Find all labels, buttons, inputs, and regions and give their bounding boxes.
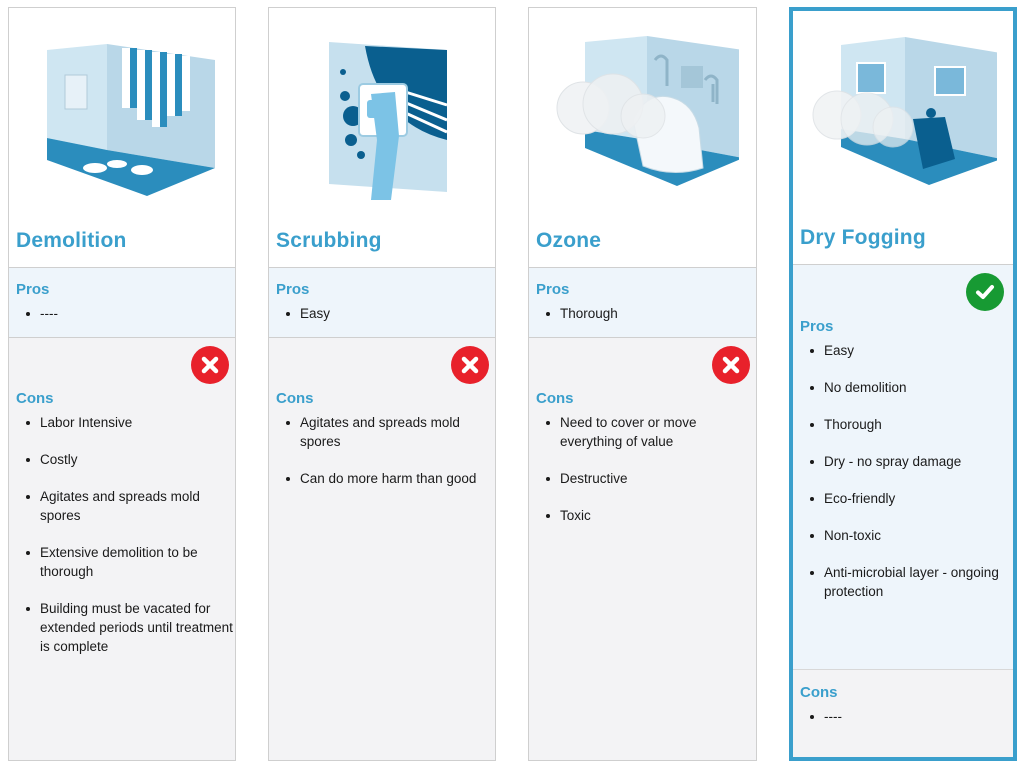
pros-label: Pros [276,281,310,298]
pros-list [276,304,495,323]
list-item: Destructive [560,469,756,488]
method-card-ozone [528,7,757,761]
list-item: Can do more harm than good [300,469,495,488]
cons-list [16,413,235,656]
cons-section [793,670,1013,757]
pros-section [793,265,1013,670]
cons-list [276,413,495,488]
ozone-room-illustration [547,20,739,210]
x-circle-icon [712,346,750,384]
pros-list [536,304,756,323]
cons-list [536,413,756,525]
list-item: Toxic [560,506,756,525]
list-item: Easy [300,304,495,323]
cons-list [800,707,1013,726]
pros-label: Pros [16,281,50,298]
pros-label: Pros [800,318,834,335]
list-item: Agitates and spreads mold spores [300,413,495,451]
cons-section [269,338,495,760]
list-item: Building must be vacated for extended periods until treatment is complete [40,599,235,656]
cons-label: Cons [16,390,54,407]
list-item: Agitates and spreads mold spores [40,487,235,525]
method-card-demolition [8,7,236,761]
list-item: Eco-friendly [824,489,1013,508]
list-item: Anti-microbial layer - ongoing protection [824,563,1013,601]
demolition-room-illustration [27,20,219,210]
card-title: Demolition [16,229,127,252]
card-header [793,11,1013,265]
pros-section [269,268,495,338]
list-item: Dry - no spray damage [824,452,1013,471]
checkmark-circle-icon [966,273,1004,311]
list-item: Extensive demolition to be thorough [40,543,235,581]
cons-label: Cons [800,684,838,701]
cons-section [529,338,756,760]
method-card-scrubbing [268,7,496,761]
pros-list [16,304,235,323]
card-title: Dry Fogging [800,226,926,249]
cons-label: Cons [276,390,314,407]
list-item: Need to cover or move everything of value [560,413,756,451]
x-circle-icon [191,346,229,384]
pros-label: Pros [536,281,570,298]
list-item: Labor Intensive [40,413,235,432]
card-title: Scrubbing [276,229,382,252]
pros-section [9,268,235,338]
dry-fogging-room-illustration [805,19,997,209]
list-item: Thorough [824,415,1013,434]
scrubbing-illustration [287,20,479,210]
method-card-dry-fogging [789,7,1017,761]
list-item: Thorough [560,304,756,323]
cons-label: Cons [536,390,574,407]
list-item: Non-toxic [824,526,1013,545]
list-item: ---- [40,304,235,323]
card-header [9,8,235,268]
list-item: Easy [824,341,1013,360]
card-header [269,8,495,268]
cons-section [9,338,235,760]
list-item: No demolition [824,378,1013,397]
x-circle-icon [451,346,489,384]
list-item: Costly [40,450,235,469]
list-item: ---- [824,707,1013,726]
pros-list [800,341,1013,601]
card-header [529,8,756,268]
card-title: Ozone [536,229,602,252]
pros-section [529,268,756,338]
